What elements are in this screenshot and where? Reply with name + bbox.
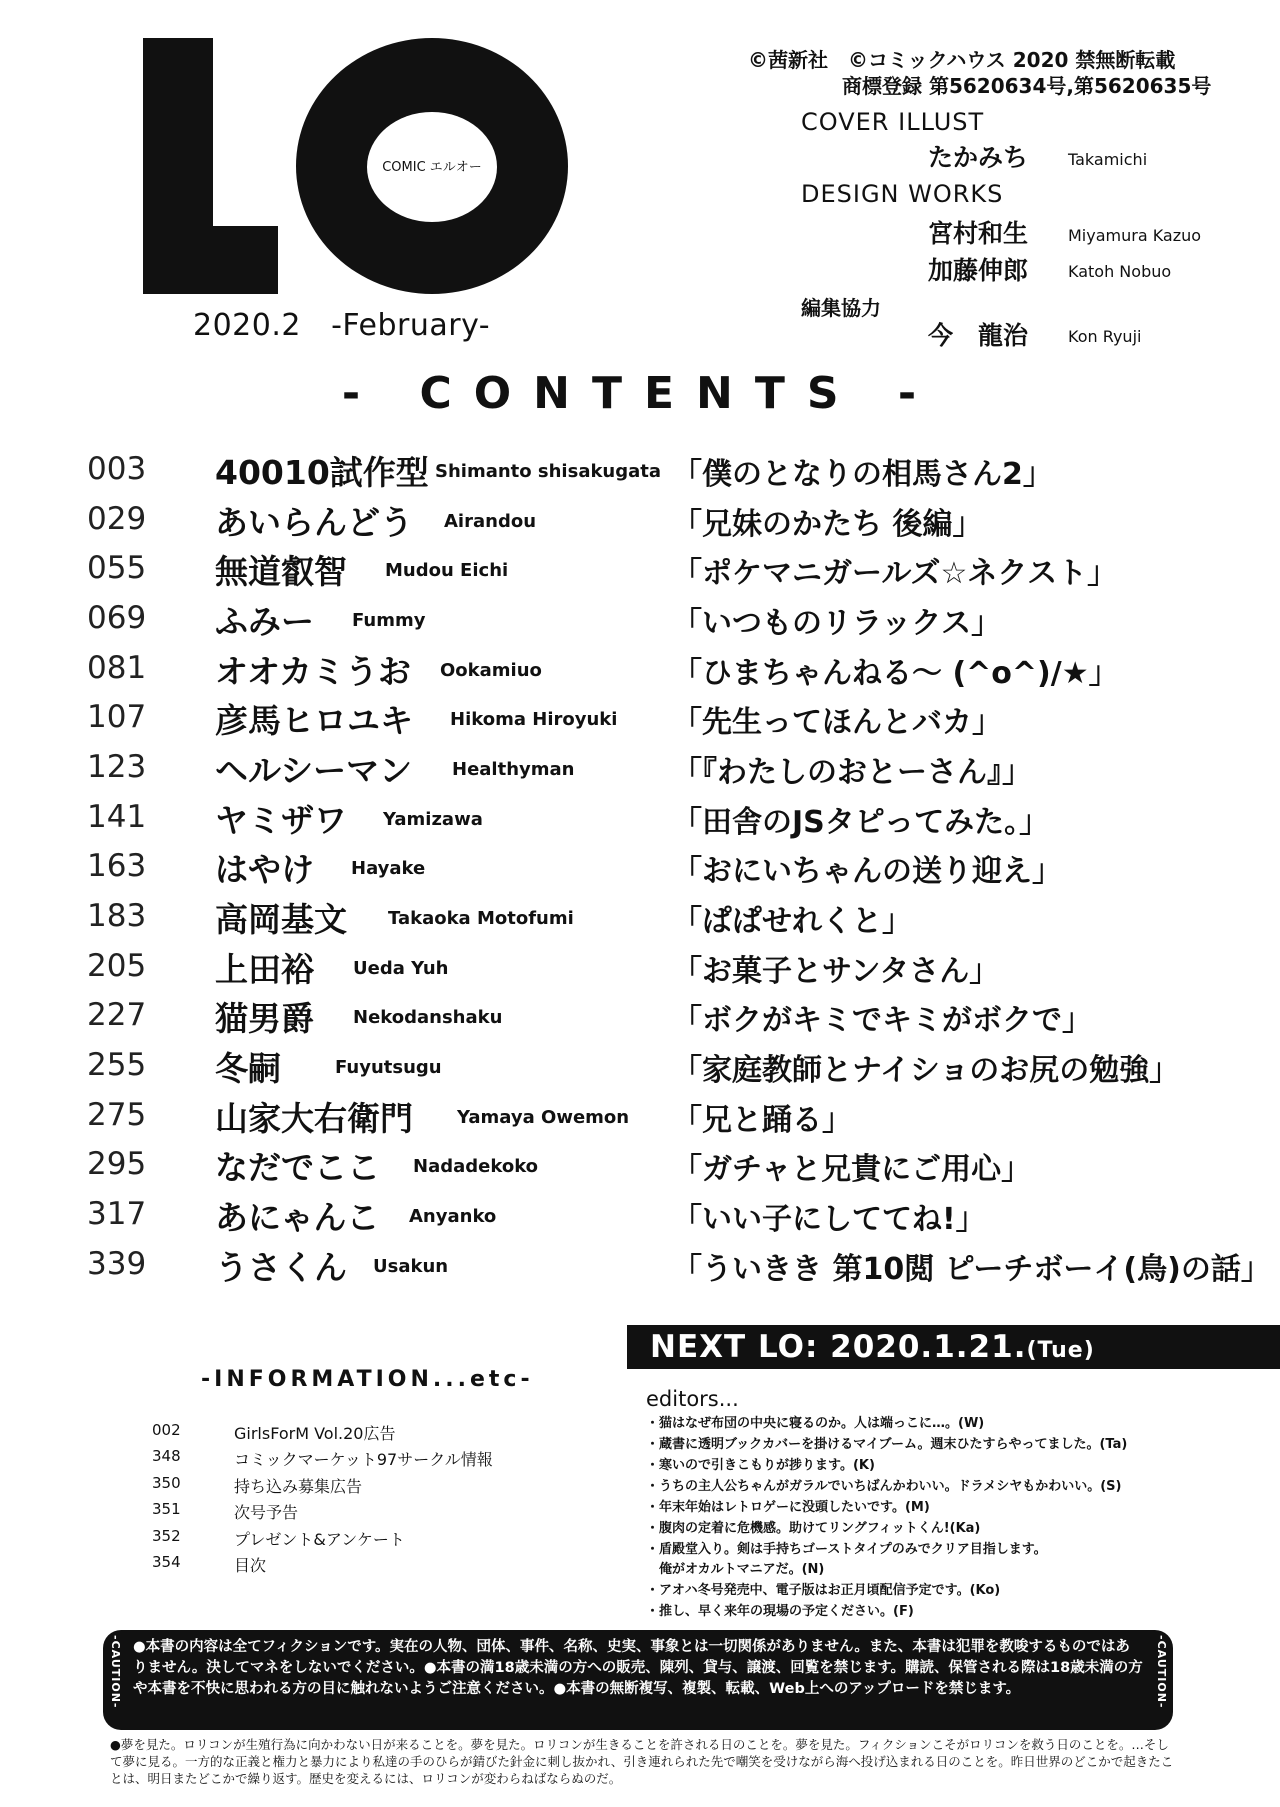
design-name: 宮村和生 xyxy=(928,219,1029,248)
editing-roman: Kon Ryuji xyxy=(1068,327,1142,346)
editor-comment: ・うちの主人公ちゃんがガラルでいちばんかわいい。ドラメシヤもかわいい。(S) xyxy=(646,1479,1122,1494)
info-page: 351 xyxy=(152,1500,181,1518)
cover-illust-roman: Takamichi xyxy=(1068,150,1148,169)
toc-page: 339 xyxy=(87,1246,147,1282)
toc-title: 「兄妹のかたち 後編」 xyxy=(672,507,983,542)
cover-illust-role: COVER ILLUST xyxy=(801,108,985,136)
information-header: -INFORMATION...etc- xyxy=(201,1367,534,1392)
editors-label: editors... xyxy=(646,1387,739,1411)
toc-romaji: Fuyutsugu xyxy=(335,1057,442,1078)
toc-page: 183 xyxy=(87,898,147,934)
toc-row xyxy=(0,997,1280,1045)
toc-row xyxy=(0,501,1280,549)
toc-title: 「ぱぱせれくと」 xyxy=(672,904,912,939)
caution-side-label-left: -CAUTION- xyxy=(109,1635,122,1709)
toc-romaji: Fummy xyxy=(352,610,426,631)
toc-page: 003 xyxy=(87,451,147,487)
toc-author: 40010試作型 xyxy=(215,453,429,492)
info-text: プレゼント&アンケート xyxy=(234,1530,405,1549)
toc-title: 「いい子にしててね!」 xyxy=(672,1202,986,1237)
info-page: 352 xyxy=(152,1527,181,1545)
toc-author: 無道叡智 xyxy=(215,552,347,591)
editor-comment: ・年末年始はレトロゲーに没頭したいです。(M) xyxy=(646,1500,930,1515)
footnote: ●夢を見た。ロリコンが生殖行為に向かわない日が来ることを。夢を見た。ロリコンが生きることを許される日のことを。夢を見た。フィクションこそがロリコンを救う日のことを。…そして夢に見る。一方的な正義と権力と暴力により私達の手のひらが錆びた針金に刺し抜かれ、引き連れられた先で嘲笑を受けながら海へ投げ込まれる日のことを。昨日世界のどこかで起きたことは、明日またどこかで繰り返す。歴史を変えるには、ロリコンが変わらねばならぬのだ。 xyxy=(110,1737,1174,1786)
toc-romaji: Shimanto shisakugata xyxy=(435,461,662,482)
toc-row xyxy=(0,1146,1280,1194)
info-text: コミックマーケット97サークル情報 xyxy=(234,1450,493,1469)
next-issue-date xyxy=(650,1329,1095,1365)
info-text: GirlsForM Vol.20広告 xyxy=(234,1424,396,1443)
toc-row xyxy=(0,650,1280,698)
toc-row xyxy=(0,799,1280,847)
toc-romaji: Nadadekoko xyxy=(413,1156,539,1177)
editing-role: 編集協力 xyxy=(801,296,881,320)
design-works-role: DESIGN WORKS xyxy=(801,180,1004,208)
toc-author: 猫男爵 xyxy=(215,999,314,1038)
toc-page: 163 xyxy=(87,848,147,884)
toc-page: 275 xyxy=(87,1097,147,1133)
logo-subtitle: COMIC エルオー xyxy=(382,160,482,175)
toc-page: 205 xyxy=(87,948,147,984)
toc-romaji: Usakun xyxy=(373,1256,449,1277)
toc-page: 081 xyxy=(87,650,147,686)
design-roman: Katoh Nobuo xyxy=(1068,262,1172,281)
toc-title: 「ガチャと兄貴にご用心」 xyxy=(672,1152,1032,1187)
copyright-notice: ©茜新社 ©コミックハウス 2020 禁無断転載 xyxy=(748,48,1176,72)
toc-page: 255 xyxy=(87,1047,147,1083)
toc-romaji: Healthyman xyxy=(452,759,575,780)
toc-row xyxy=(0,848,1280,896)
toc-page: 295 xyxy=(87,1146,147,1182)
toc-row xyxy=(0,699,1280,747)
caution-side-label-right: -CAUTION- xyxy=(1155,1635,1168,1709)
next-issue-weekday: (Tue) xyxy=(1026,1338,1095,1363)
editor-comment: ・推し、早く来年の現場の予定ください。(F) xyxy=(646,1604,914,1619)
info-text: 次号予告 xyxy=(234,1503,299,1522)
caution-text: ●本書の内容は全てフィクションです。実在の人物、団体、事件、名称、史実、事象とは一切関係がありません。また、本書は犯罪を教唆するものではありません。決してマネをしないでください。●本書の満18歳未満の方への販売、陳列、貸与、譲渡、回覧を禁じます。購読、保管される際は18歳未満の方や本書を不快に思われる方の目に触れないようご注意ください。●本書の無断複写、複製、転載、Web上へのアップロードを禁じます。 xyxy=(133,1639,1143,1697)
toc-romaji: Hikoma Hiroyuki xyxy=(450,709,618,730)
toc-romaji: Ookamiuo xyxy=(440,660,542,681)
toc-author: 上田裕 xyxy=(215,950,314,989)
info-text: 持ち込み募集広告 xyxy=(234,1477,363,1496)
toc-title: 「ういきき 第10閲 ピーチボーイ(鳥)の話」 xyxy=(672,1252,1271,1287)
toc-author: 彦馬ヒロユキ xyxy=(215,701,413,740)
toc-page: 107 xyxy=(87,699,147,735)
toc-title: 「僕のとなりの相馬さん2」 xyxy=(672,457,1053,492)
toc-page: 055 xyxy=(87,550,147,586)
trademark-notice: 商標登録 第5620634号,第5620635号 xyxy=(842,74,1212,98)
toc-row xyxy=(0,600,1280,648)
toc-page: 123 xyxy=(87,749,147,785)
toc-page: 029 xyxy=(87,501,147,537)
editor-comment: 俺がオカルトマニアだ。(N) xyxy=(646,1562,825,1577)
toc-author: ふみー xyxy=(215,602,314,641)
issue-date: 2020.2 -February- xyxy=(193,308,491,343)
editor-comment: ・盾殿堂入り。剣は手持ちゴーストタイプのみでクリア目指します。 xyxy=(646,1542,1047,1557)
info-page: 354 xyxy=(152,1553,181,1571)
toc-author: オオカミうお xyxy=(215,652,412,691)
toc-romaji: Yamizawa xyxy=(383,809,483,830)
toc-row xyxy=(0,550,1280,598)
toc-author: ヤミザワ xyxy=(215,801,347,840)
info-page: 348 xyxy=(152,1447,181,1465)
toc-romaji: Nekodanshaku xyxy=(353,1007,503,1028)
toc-title: 「ひまちゃんねる～ (^o^)/★」 xyxy=(672,656,1119,691)
toc-romaji: Takaoka Motofumi xyxy=(388,908,574,929)
toc-title: 「家庭教師とナイショのお尻の勉強」 xyxy=(672,1053,1180,1088)
editing-name: 今 龍治 xyxy=(928,321,1029,350)
toc-page: 069 xyxy=(87,600,147,636)
toc-page: 317 xyxy=(87,1196,147,1232)
toc-title: 「おにいちゃんの送り迎え」 xyxy=(672,854,1062,889)
toc-title: 「先生ってほんとバカ」 xyxy=(672,705,1002,740)
toc-row xyxy=(0,1246,1280,1294)
toc-author: 山家大右衛門 xyxy=(215,1099,413,1138)
toc-title: 「兄と踊る」 xyxy=(672,1103,852,1138)
next-issue-label: NEXT LO: 2020.1.21. xyxy=(650,1329,1027,1365)
info-text: 目次 xyxy=(234,1556,267,1575)
design-roman: Miyamura Kazuo xyxy=(1068,226,1202,245)
toc-romaji: Airandou xyxy=(444,511,537,532)
toc-author: 冬嗣 xyxy=(215,1049,281,1088)
toc-title: 「ポケマニガールズ☆ネクスト」 xyxy=(672,556,1118,591)
contents-header: - CONTENTS - xyxy=(341,368,939,419)
toc-author: あいらんどう xyxy=(215,503,413,542)
toc-title: 「ボクがキミでキミがボクで」 xyxy=(672,1003,1092,1038)
toc-romaji: Yamaya Owemon xyxy=(457,1107,630,1128)
toc-page: 227 xyxy=(87,997,147,1033)
logo-letter-l-foot xyxy=(143,226,278,294)
toc-author: あにゃんこ xyxy=(215,1198,380,1237)
toc-author: はやけ xyxy=(215,850,314,889)
cover-illust-name: たかみち xyxy=(928,143,1029,172)
toc-row xyxy=(0,749,1280,797)
info-page: 350 xyxy=(152,1474,181,1492)
toc-title: 「田舎のJSタピってみた。」 xyxy=(672,805,1050,840)
toc-romaji: Mudou Eichi xyxy=(385,560,509,581)
toc-row xyxy=(0,451,1280,499)
toc-row xyxy=(0,1196,1280,1244)
editor-comment: ・アオハ冬号発売中、電子版はお正月頃配信予定です。(Ko) xyxy=(646,1583,1001,1598)
toc-row xyxy=(0,1047,1280,1095)
toc-romaji: Ueda Yuh xyxy=(353,958,449,979)
editor-comment: ・猫はなぜ布団の中央に寝るのか。人は端っこに…。(W) xyxy=(646,1416,985,1431)
design-name: 加藤伸郎 xyxy=(928,256,1029,285)
editor-comment: ・蔵書に透明ブックカバーを掛けるマイブーム。週末ひたすらやってました。(Ta) xyxy=(646,1437,1128,1452)
toc-row xyxy=(0,948,1280,996)
toc-author: 高岡基文 xyxy=(215,900,347,939)
editor-comment: ・腹肉の定着に危機感。助けてリングフィットくん!(Ka) xyxy=(646,1521,981,1536)
toc-page: 141 xyxy=(87,799,147,835)
toc-row xyxy=(0,898,1280,946)
toc-author: うさくん xyxy=(215,1248,347,1287)
toc-author: ヘルシーマン xyxy=(215,751,413,790)
info-page: 002 xyxy=(152,1421,181,1439)
toc-row xyxy=(0,1097,1280,1145)
toc-title: 「いつものリラックス」 xyxy=(672,606,1002,641)
toc-romaji: Hayake xyxy=(351,858,426,879)
toc-title: 「お菓子とサンタさん」 xyxy=(672,954,1000,989)
toc-romaji: Anyanko xyxy=(409,1206,497,1227)
editor-comment: ・寒いので引きこもりが捗ります。(K) xyxy=(646,1458,875,1473)
toc-title: 「『わたしのおとーさん』」 xyxy=(672,755,1032,790)
toc-author: なだでここ xyxy=(215,1148,380,1187)
